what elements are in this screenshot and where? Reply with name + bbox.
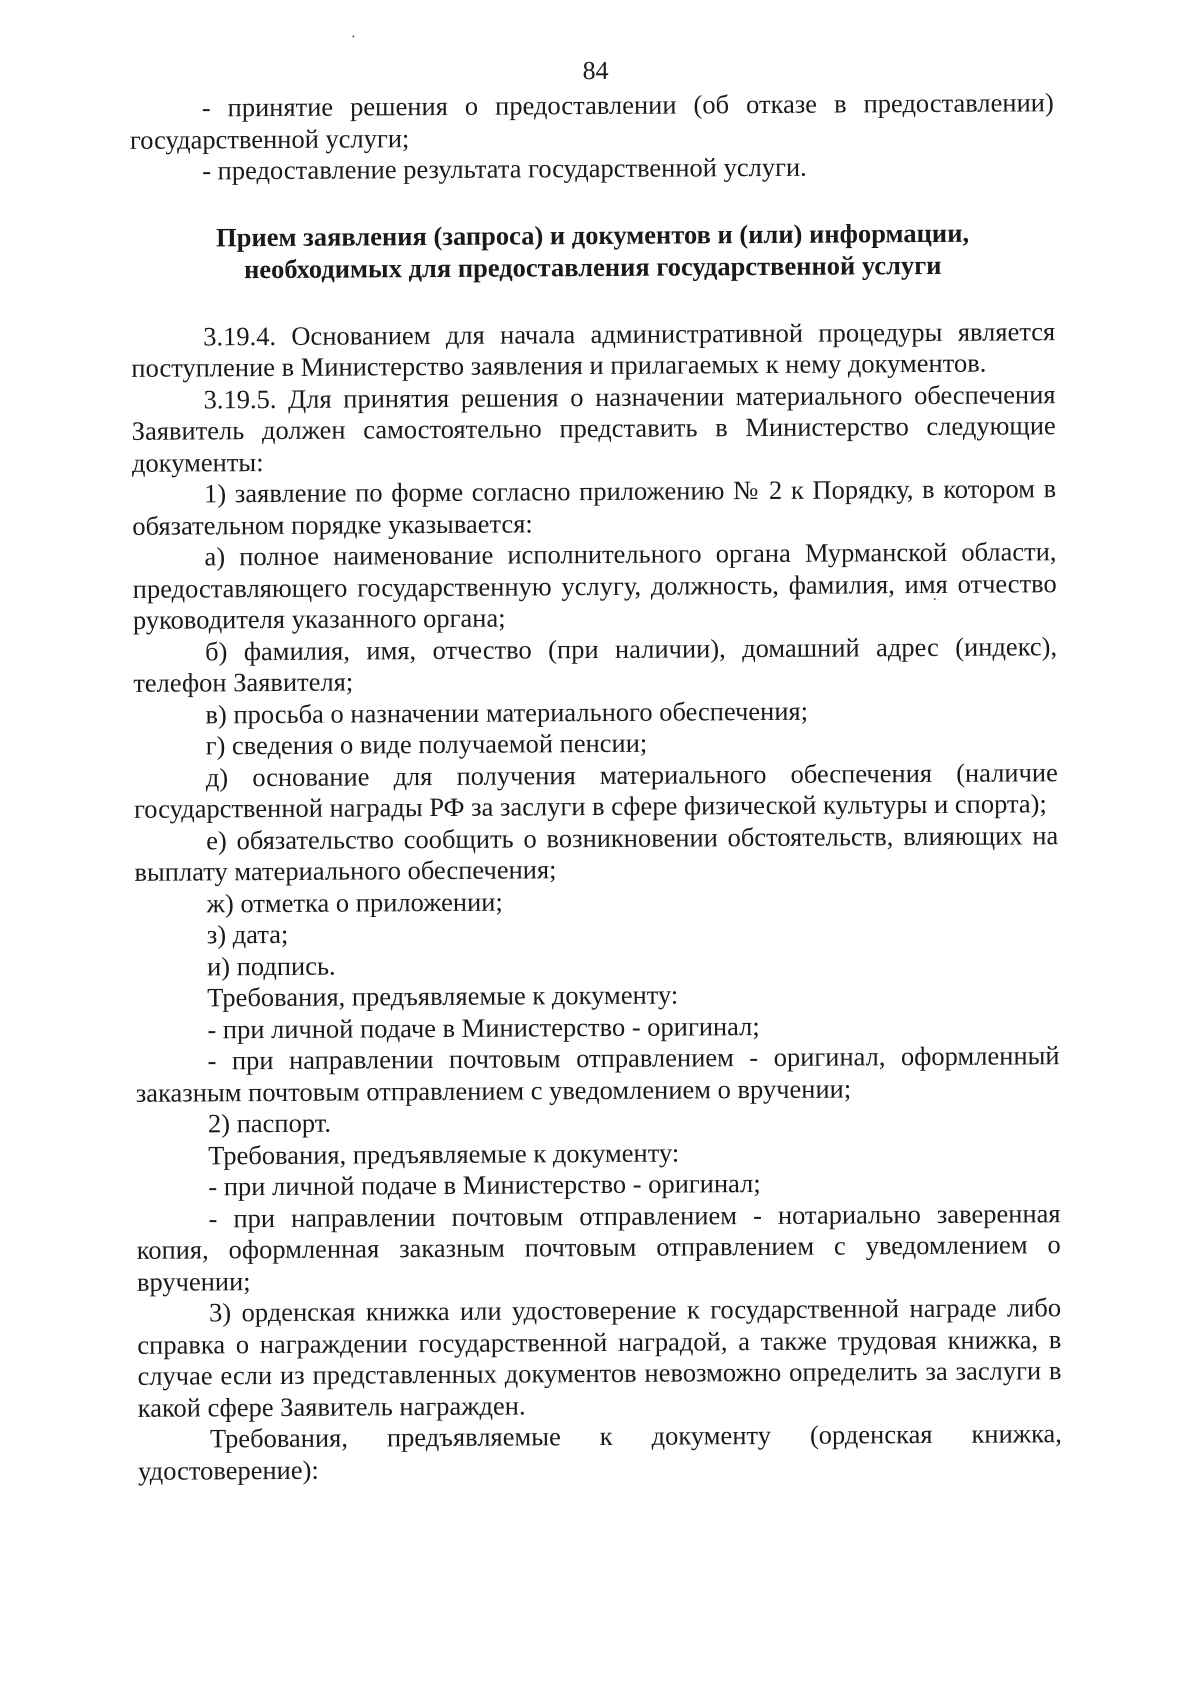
paragraph: е) обязательство сообщить о возникновении обстоятельств, влияющих на выплату материального обеспечения; (134, 819, 1059, 887)
paragraph: а) полное наименование исполнительного органа Мурманской области, предоставляющего государственную услугу, должность, фамилия, имя отчество руководителя указанного органа; (132, 536, 1057, 635)
paragraph: Требования, предъявляемые к документу: (207, 979, 679, 1013)
paragraph: и) подпись. (206, 950, 336, 981)
paragraph: - при направлении почтовым отправлением - нотариально заверенная копия, оформленная заказным почтовым отправлением с уведомлением о вручении; (136, 1197, 1061, 1297)
paragraph: - принятие решения о предоставлении (об отказе в предоставлении) государственной услуги; (129, 87, 1054, 155)
paragraph: д) основание для получения материального обеспечения (наличие государственной награды РФ за заслуги в сфере физической культуры и спорта); (133, 756, 1058, 824)
paragraph: 3.19.5. Для принятия решения о назначении материального обеспечения Заявитель должен самостоятельно представить в Министерство следующие документы: (131, 378, 1056, 478)
paragraph: Требования, предъявляемые к документу: (208, 1137, 680, 1170)
paragraph: - предоставление результата государственной услуги. (202, 151, 807, 186)
paragraph: г) сведения о виде получаемой пенсии; (205, 727, 648, 761)
scan-speck (352, 35, 354, 37)
document-body (130, 87, 1062, 1487)
paragraph: Требования, предъявляемые к документу (орденская книжка, удостоверение): (137, 1418, 1062, 1486)
paragraph: в) просьба о назначении материального обеспечения; (205, 695, 809, 729)
paragraph: 3.19.4. Основанием для начала административной процедуры является поступление в Министерство заявления и прилагаемых к нему документов. (131, 315, 1056, 383)
section-heading-line: Прием заявления (запроса) и документов и (или) информации, (215, 217, 970, 252)
paragraph: - при направлении почтовым отправлением - оригинал, оформленный заказным почтовым отправлением с уведомлением о вручении; (135, 1040, 1060, 1108)
paragraph: б) фамилия, имя, отчество (при наличии), домашний адрес (индекс), телефон Заявителя; (133, 630, 1058, 698)
paragraph: 2) паспорт. (207, 1107, 332, 1139)
section-heading (130, 216, 1054, 286)
paragraph: - при личной подаче в Министерство - оригинал; (207, 1010, 760, 1044)
paragraph: ж) отметка о приложении; (206, 886, 503, 918)
section-heading-line: необходимых для предоставления государственной услуги (243, 249, 942, 284)
paragraph: - при личной подаче в Министерство - оригинал; (208, 1168, 761, 1202)
paragraph: з) дата; (206, 918, 289, 950)
paragraph: 3) орденская книжка или удостоверение к государственной награде либо справка о награждении государственной наградой, а также трудовая книжка, в случае если из представленных документов невозможно определить за заслуги в какой сфере Заявитель награжден. (137, 1292, 1062, 1423)
page-number: 84 (582, 55, 609, 86)
paragraph: 1) заявление по форме согласно приложению № 2 к Порядку, в котором в обязательном порядке указывается: (132, 473, 1057, 541)
